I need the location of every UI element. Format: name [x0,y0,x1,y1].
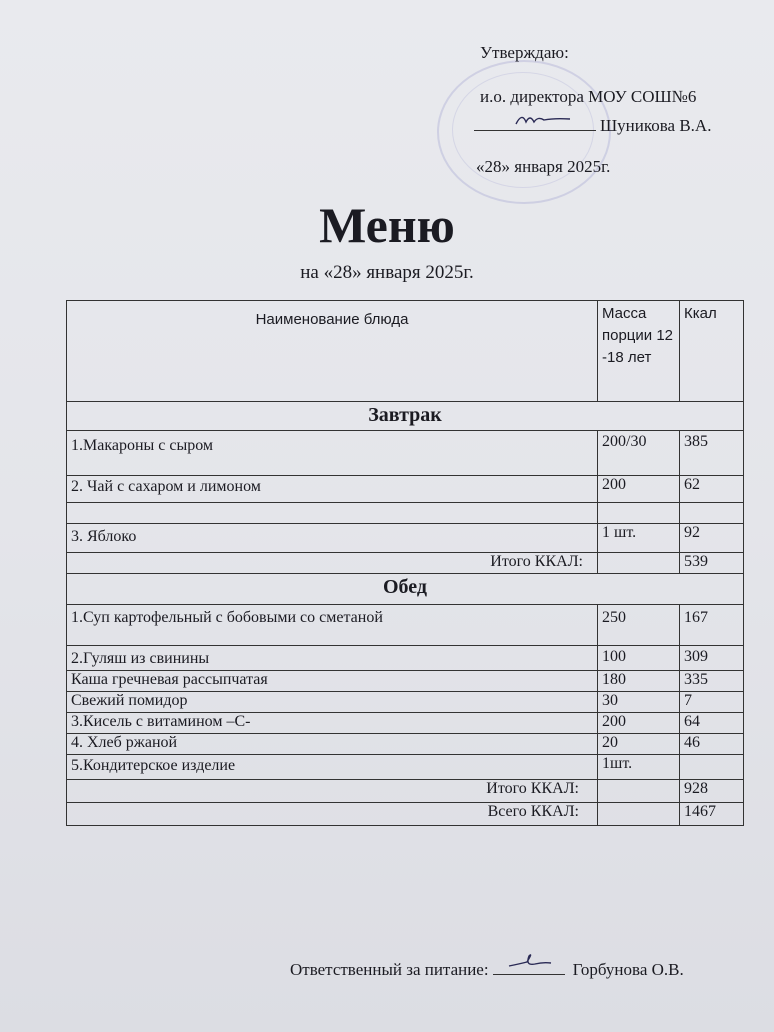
page-subtitle: на «28» января 2025г. [300,262,474,283]
lunch-total-row [67,780,744,803]
dish-kcal: 309 [680,646,744,671]
total-mass [598,553,680,574]
dish-kcal [680,503,744,524]
section-label: Завтрак [67,402,744,431]
dish-mass: 180 [598,671,680,692]
responsible-person [290,960,684,980]
director-position: и.о. директора МОУ СОШ№6 [480,87,697,106]
table-row [67,524,744,553]
dish-name: 2. Чай с сахаром и лимоном [67,476,598,503]
grand-total-mass [598,803,680,826]
grand-total-kcal: 1467 [680,803,744,826]
total-label: Итого ККАЛ: [67,553,598,574]
section-label: Обед [67,574,744,605]
dish-name: Свежий помидор [67,692,598,713]
table-header-row [67,301,744,402]
dish-kcal: 7 [680,692,744,713]
approval-date: «28» января 2025г. [476,157,611,176]
dish-kcal: 92 [680,524,744,553]
dish-kcal: 62 [680,476,744,503]
responsible-name: Горбунова О.В. [572,960,684,979]
dish-kcal: 385 [680,431,744,476]
table-row [67,734,744,755]
dish-mass: 200 [598,713,680,734]
total-mass [598,780,680,803]
dish-name [67,503,598,524]
dish-mass: 200 [598,476,680,503]
dish-name: 1.Суп картофельный с бобовыми со сметаной [67,605,598,646]
table-row [67,671,744,692]
dish-name: 1.Макароны с сыром [67,431,598,476]
table-row [67,476,744,503]
responsible-label: Ответственный за питание: [290,960,489,979]
dish-kcal: 46 [680,734,744,755]
menu-table [66,300,744,826]
dish-name: 5.Кондитерское изделие [67,755,598,780]
responsible-signature [505,948,555,972]
director-signature-line [474,116,711,134]
page-title: Меню [319,197,455,253]
signature-line [493,960,565,975]
dish-kcal [680,755,744,780]
table-row [67,503,744,524]
dish-kcal: 335 [680,671,744,692]
dish-mass: 1 шт. [598,524,680,553]
grand-total-label: Всего ККАЛ: [67,803,598,826]
total-kcal: 928 [680,780,744,803]
table-row [67,713,744,734]
dish-kcal: 167 [680,605,744,646]
director-signature [514,110,574,128]
dish-mass: 1шт. [598,755,680,780]
table-row [67,755,744,780]
dish-name: 2.Гуляш из свинины [67,646,598,671]
header-portion-mass: Масса порции 12 -18 лет [598,301,680,402]
total-label: Итого ККАЛ: [67,780,598,803]
dish-name: 3.Кисель с витамином –С- [67,713,598,734]
dish-name: 4. Хлеб ржаной [67,734,598,755]
dish-name: 3. Яблоко [67,524,598,553]
dish-name: Каша гречневая рассыпчатая [67,671,598,692]
header-kcal: Ккал [680,301,744,402]
dish-mass: 30 [598,692,680,713]
table-row [67,605,744,646]
breakfast-total-row [67,553,744,574]
dish-mass [598,503,680,524]
table-row [67,431,744,476]
dish-mass: 20 [598,734,680,755]
section-lunch [67,574,744,605]
section-breakfast [67,402,744,431]
dish-mass: 100 [598,646,680,671]
signature-line [474,116,596,131]
header-dish-name: Наименование блюда [67,301,598,402]
dish-mass: 250 [598,605,680,646]
dish-kcal: 64 [680,713,744,734]
total-kcal: 539 [680,553,744,574]
grand-total-row [67,803,744,826]
director-name: Шуникова В.А. [600,116,712,135]
approve-label: Утверждаю: [480,43,569,62]
table-row [67,646,744,671]
table-row [67,692,744,713]
dish-mass: 200/30 [598,431,680,476]
